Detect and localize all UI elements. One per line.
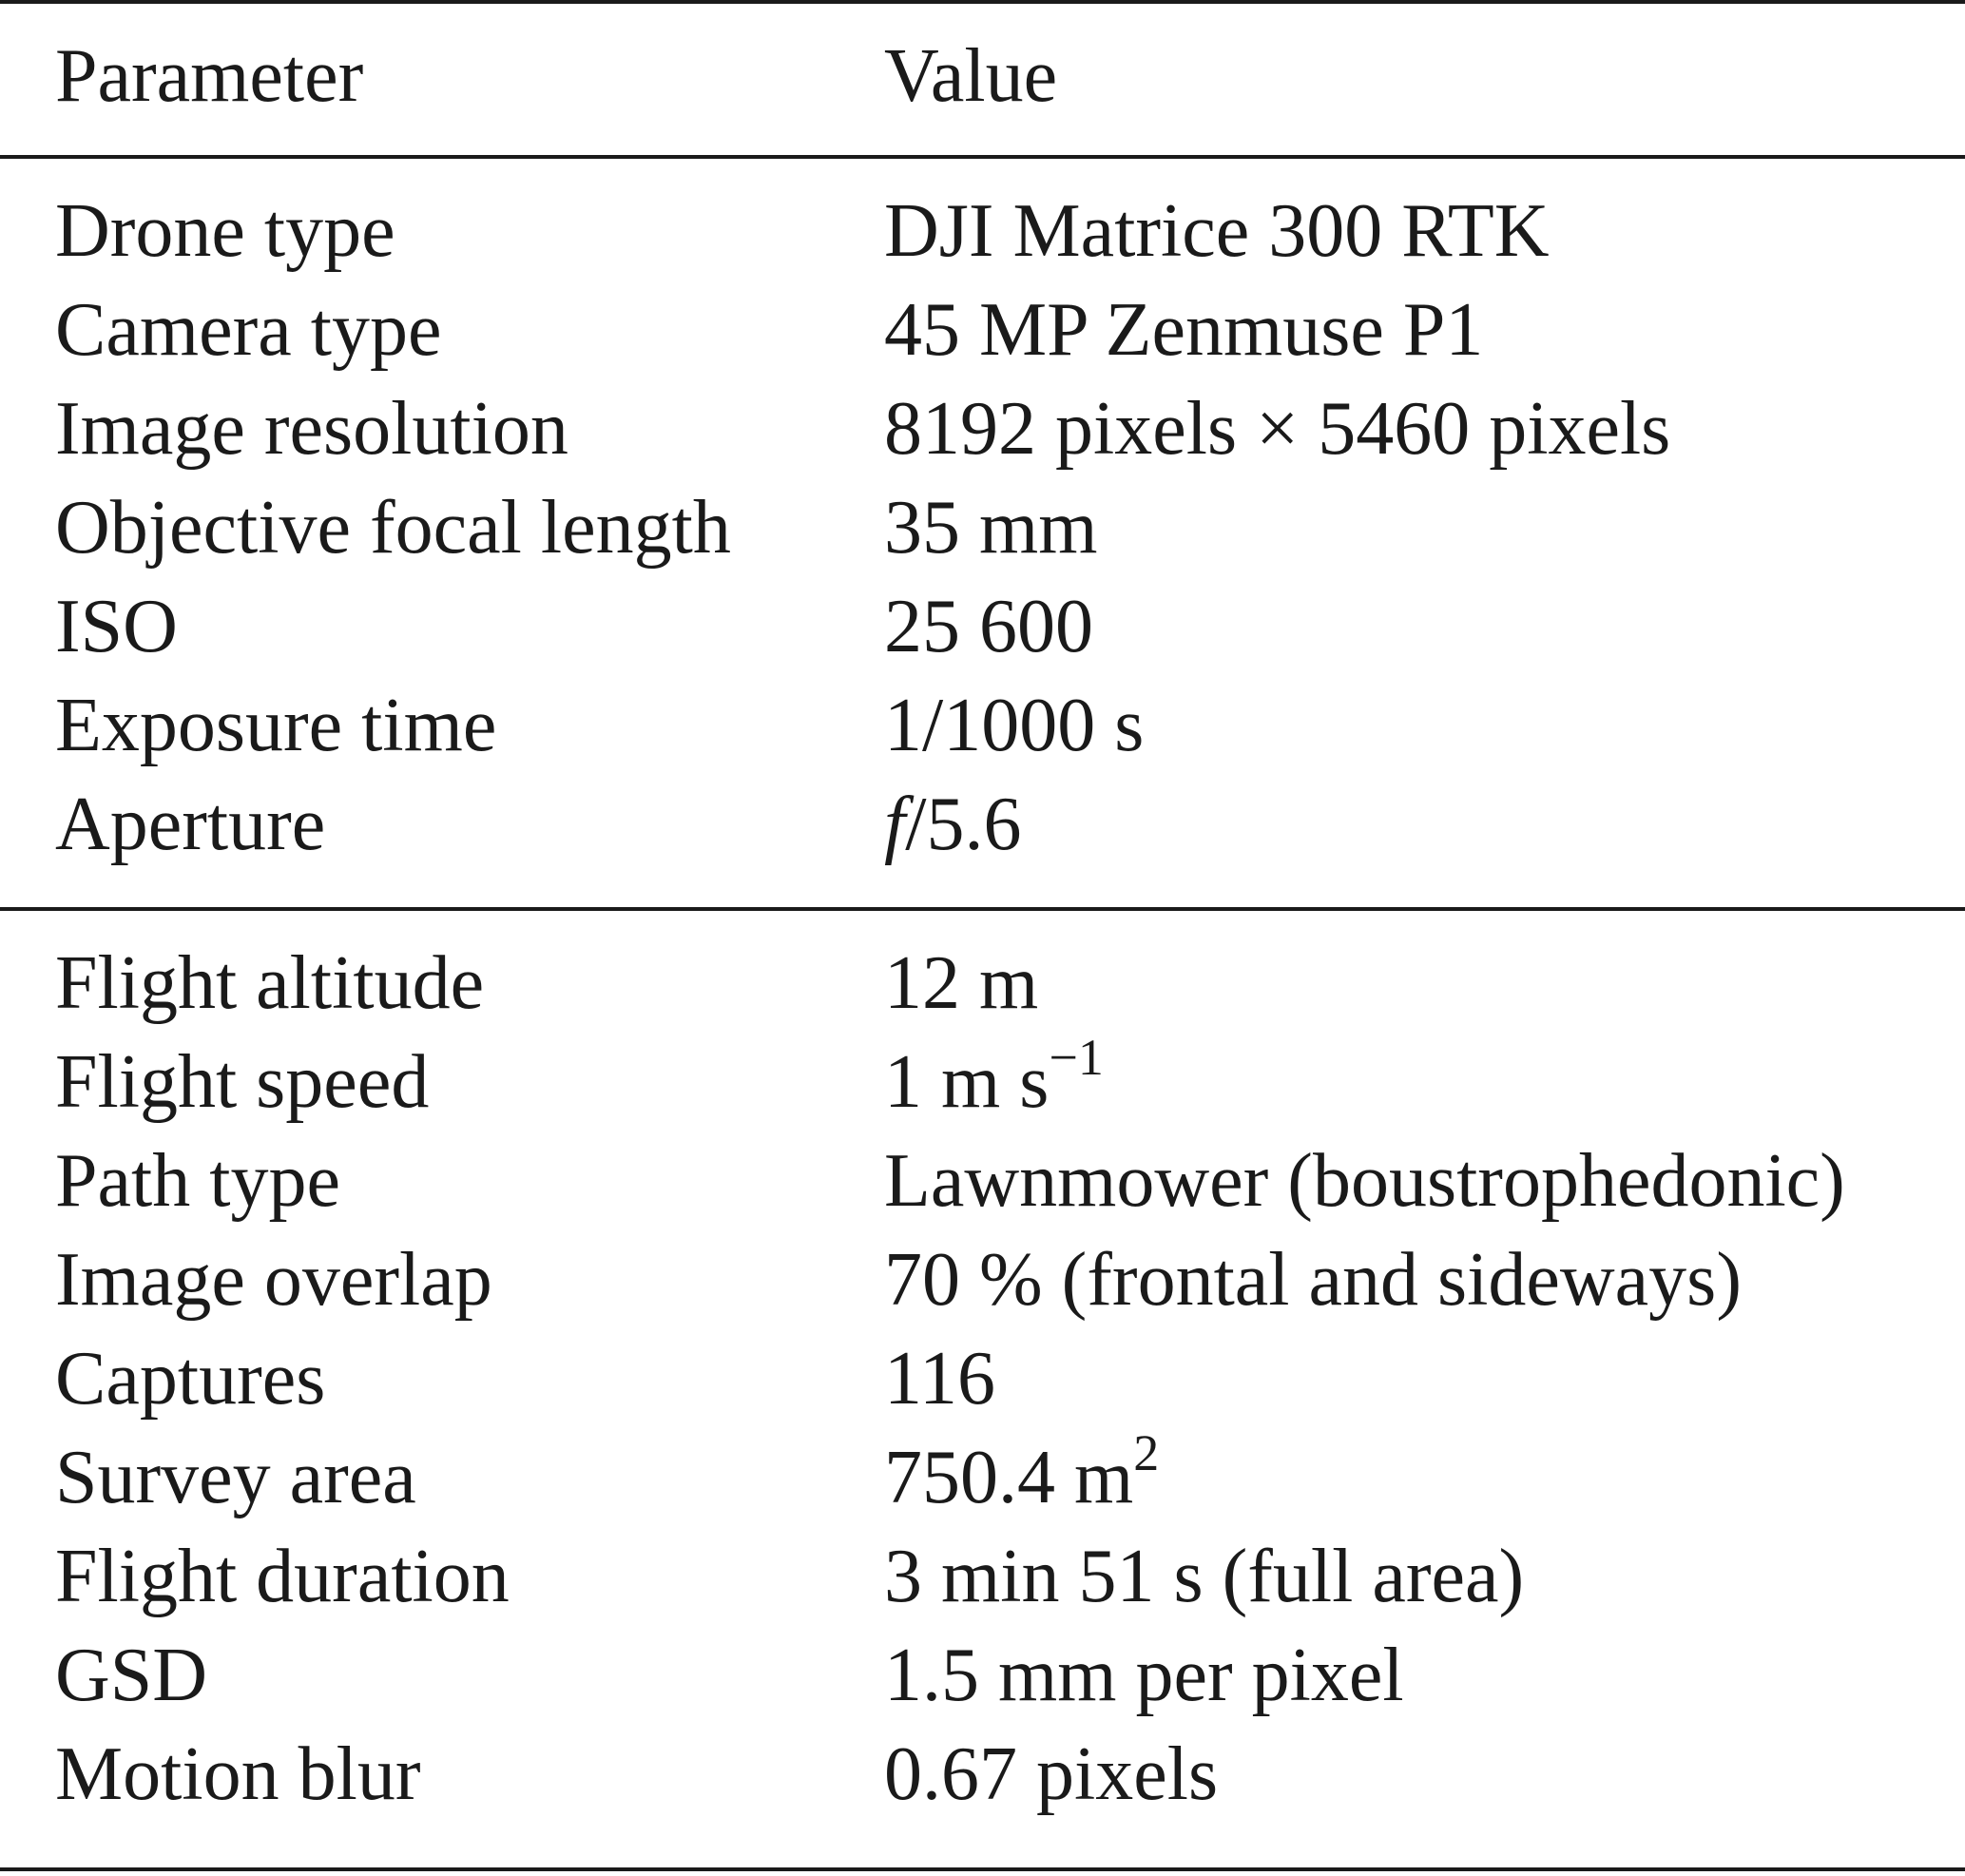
- value-gsd: 1.5 mm per pixel: [884, 1634, 1404, 1717]
- table-row: [0, 280, 1965, 379]
- table-row: [0, 1329, 1965, 1428]
- table-row: [0, 478, 1965, 577]
- param-flight-duration: Flight duration: [55, 1535, 510, 1618]
- table-row: [0, 1131, 1965, 1230]
- value-flight-duration: 3 min 51 s (full area): [884, 1535, 1525, 1618]
- table-row: [0, 1424, 1965, 1527]
- table-row: [0, 1029, 1965, 1131]
- param-flight-speed: Flight speed: [55, 1040, 430, 1124]
- param-aperture: Aperture: [55, 783, 326, 866]
- table-row: [0, 775, 1965, 874]
- value-survey-area: [884, 1424, 1160, 1527]
- section-rule: [0, 907, 1965, 911]
- param-flight-altitude: Flight altitude: [55, 941, 485, 1025]
- header-rule: [0, 155, 1965, 159]
- value-survey-area-exponent: 2: [1133, 1424, 1160, 1482]
- value-drone-type: DJI Matrice 300 RTK: [884, 189, 1550, 273]
- param-survey-area: Survey area: [55, 1436, 416, 1519]
- param-gsd: GSD: [55, 1634, 208, 1717]
- table-row: [0, 676, 1965, 775]
- table-row: [0, 182, 1965, 280]
- table-row: [0, 1725, 1965, 1824]
- value-path-type: Lawnmower (boustrophedonic): [884, 1139, 1845, 1223]
- table-row: [0, 934, 1965, 1033]
- value-camera-type: 45 MP Zenmuse P1: [884, 288, 1484, 372]
- value-flight-speed-exponent: −1: [1049, 1029, 1104, 1087]
- value-focal-length: 35 mm: [884, 486, 1098, 570]
- value-survey-area-base: 750.4 m: [884, 1436, 1134, 1519]
- table-row: [0, 379, 1965, 478]
- param-drone-type: Drone type: [55, 189, 395, 273]
- param-image-overlap: Image overlap: [55, 1238, 492, 1322]
- param-iso: ISO: [55, 585, 178, 668]
- value-image-overlap: 70 % (frontal and sideways): [884, 1238, 1742, 1322]
- param-focal-length: Objective focal length: [55, 486, 731, 570]
- param-motion-blur: Motion blur: [55, 1732, 421, 1816]
- header-parameter: Parameter: [55, 34, 364, 118]
- param-captures: Captures: [55, 1337, 326, 1421]
- table-row: [0, 1626, 1965, 1725]
- table-row: [0, 577, 1965, 676]
- value-aperture-number: /5.6: [905, 783, 1022, 866]
- value-flight-speed-base: 1 m s: [884, 1040, 1050, 1124]
- bottom-rule: [0, 1867, 1965, 1871]
- value-aperture: [884, 775, 1021, 874]
- value-aperture-f: f: [884, 783, 906, 866]
- value-flight-speed: [884, 1029, 1104, 1131]
- value-image-resolution: 8192 pixels × 5460 pixels: [884, 387, 1671, 471]
- value-flight-altitude: 12 m: [884, 941, 1039, 1025]
- param-image-resolution: Image resolution: [55, 387, 568, 471]
- table-row: [0, 1230, 1965, 1329]
- param-path-type: Path type: [55, 1139, 340, 1223]
- header-row: [0, 27, 1965, 126]
- top-rule: [0, 0, 1965, 4]
- param-camera-type: Camera type: [55, 288, 442, 372]
- value-motion-blur: 0.67 pixels: [884, 1732, 1219, 1816]
- value-exposure-time: 1/1000 s: [884, 684, 1145, 767]
- value-captures: 116: [884, 1337, 996, 1421]
- header-value: Value: [884, 34, 1058, 118]
- param-exposure-time: Exposure time: [55, 684, 497, 767]
- value-iso: 25 600: [884, 585, 1093, 668]
- table-row: [0, 1527, 1965, 1626]
